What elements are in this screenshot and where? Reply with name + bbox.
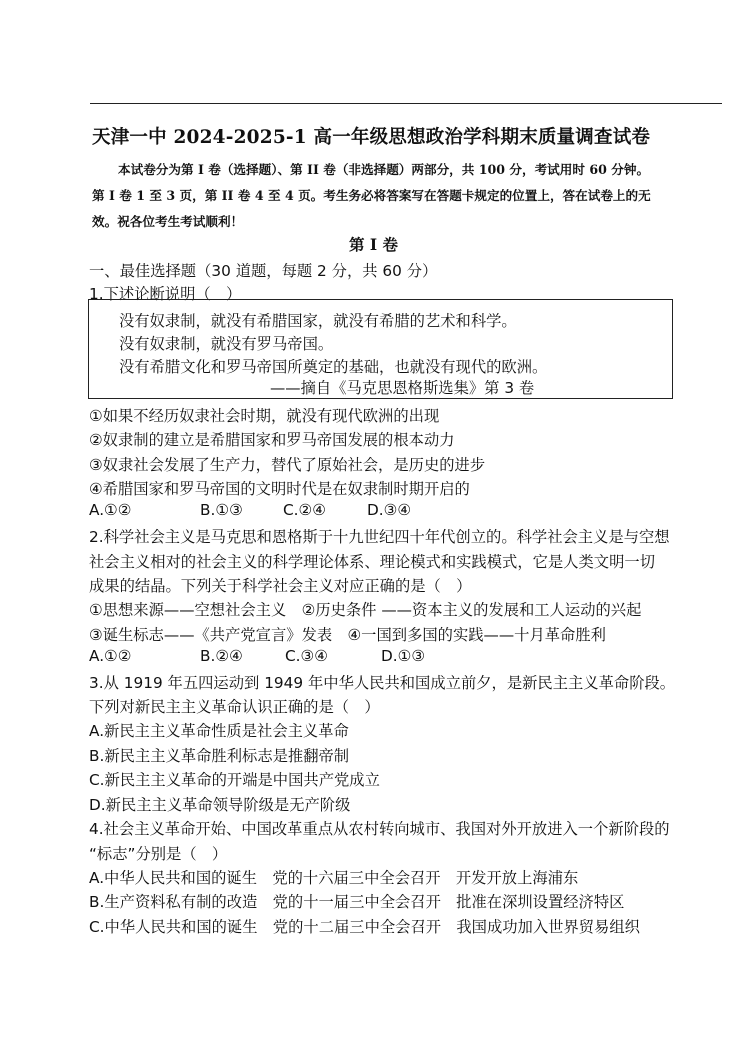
- question-3-choice-c: C.新民主主义革命的开端是中国共产党成立: [89, 771, 380, 789]
- question-2-stem: 社会主义相对的社会主义的科学理论体系、理论模式和实践模式，它是人类文明一切: [89, 553, 655, 571]
- question-4-choice-b: B.生产资料私有制的改造 党的十一届三中全会召开 批准在深圳设置经济特区: [89, 893, 625, 911]
- question-2-option-a: A.①②: [89, 647, 132, 665]
- question-2-option-b: B.②④: [200, 647, 243, 665]
- question-4-stem: “标志”分别是（ ）: [89, 845, 228, 863]
- question-4-stem: 4.社会主义革命开始、中国改革重点从农村转向城市、我国对外开放进入一个新阶段的: [89, 820, 670, 838]
- question-2-stem: 2.科学社会主义是马克思和恩格斯于十九世纪四十年代创立的。科学社会主义是与空想: [89, 528, 670, 546]
- question-2-item: ①思想来源——空想社会主义 ②历史条件 ——资本主义的发展和工人运动的兴起: [89, 601, 642, 619]
- intro-line-1: 本试卷分为第 I 卷（选择题）、第 II 卷（非选择题）两部分，共 100 分，考试用时 60 分钟。: [118, 162, 650, 177]
- question-1-item: ④希腊国家和罗马帝国的文明时代是在奴隶制时期开启的: [89, 480, 470, 498]
- question-4-choice-c: C.中华人民共和国的诞生 党的十二届三中全会召开 我国成功加入世界贸易组织: [89, 918, 640, 936]
- question-2-option-c: C.③④: [285, 647, 328, 665]
- quote-line: 没有希腊文化和罗马帝国所奠定的基础，也就没有现代的欧洲。: [119, 358, 548, 376]
- quote-source: ——摘自《马克思恩格斯选集》第 3 卷: [270, 379, 535, 397]
- question-1-option-c: C.②④: [283, 501, 326, 519]
- question-1-item: ①如果不经历奴隶社会时期，就没有现代欧洲的出现: [89, 407, 440, 425]
- question-3-stem: 3.从 1919 年五四运动到 1949 年中华人民共和国成立前夕，是新民主主义革命阶段。: [89, 674, 676, 692]
- quote-line: 没有奴隶制，就没有希腊国家，就没有希腊的艺术和科学。: [119, 312, 517, 330]
- question-1-stem: 1.下述论断说明（ ）: [89, 285, 242, 303]
- question-2-item: ③诞生标志——《共产党宣言》发表 ④一国到多国的实践——十月革命胜利: [89, 626, 606, 644]
- intro-line-3: 效。祝各位考生考试顺利！: [92, 214, 244, 229]
- question-1-option-b: B.①③: [200, 501, 243, 519]
- question-3-choice-b: B.新民主主义革命胜利标志是推翻帝制: [89, 747, 350, 765]
- question-1-item: ②奴隶制的建立是希腊国家和罗马帝国发展的根本动力: [89, 431, 455, 449]
- question-1-option-a: A.①②: [89, 501, 132, 519]
- page-title: 天津一中 2024-2025-1 高一年级思想政治学科期末质量调查试卷: [92, 127, 651, 148]
- question-3-stem: 下列对新民主主义革命认识正确的是（ ）: [89, 698, 380, 716]
- question-2-stem: 成果的结晶。下列关于科学社会主义对应正确的是（ ）: [89, 577, 472, 595]
- question-1-item: ③奴隶社会发展了生产力，替代了原始社会，是历史的进步: [89, 456, 486, 474]
- question-3-choice-a: A.新民主主义革命性质是社会主义革命: [89, 722, 349, 740]
- question-2-option-d: D.①③: [381, 647, 426, 665]
- question-1-option-d: D.③④: [367, 501, 412, 519]
- header-rule: [90, 103, 722, 104]
- intro-line-2: 第 I 卷 1 至 3 页，第 II 卷 4 至 4 页。考生务必将答案写在答题卡规定的位置上，答在试卷上的无: [92, 188, 651, 203]
- question-3-choice-d: D.新民主主义革命领导阶级是无产阶级: [89, 796, 351, 814]
- quote-line: 没有奴隶制，就没有罗马帝国。: [119, 335, 334, 353]
- part-heading: 一、最佳选择题（30 道题，每题 2 分，共 60 分）: [89, 262, 438, 280]
- section-title: 第 I 卷: [348, 235, 399, 254]
- question-4-choice-a: A.中华人民共和国的诞生 党的十六届三中全会召开 开发开放上海浦东: [89, 869, 579, 887]
